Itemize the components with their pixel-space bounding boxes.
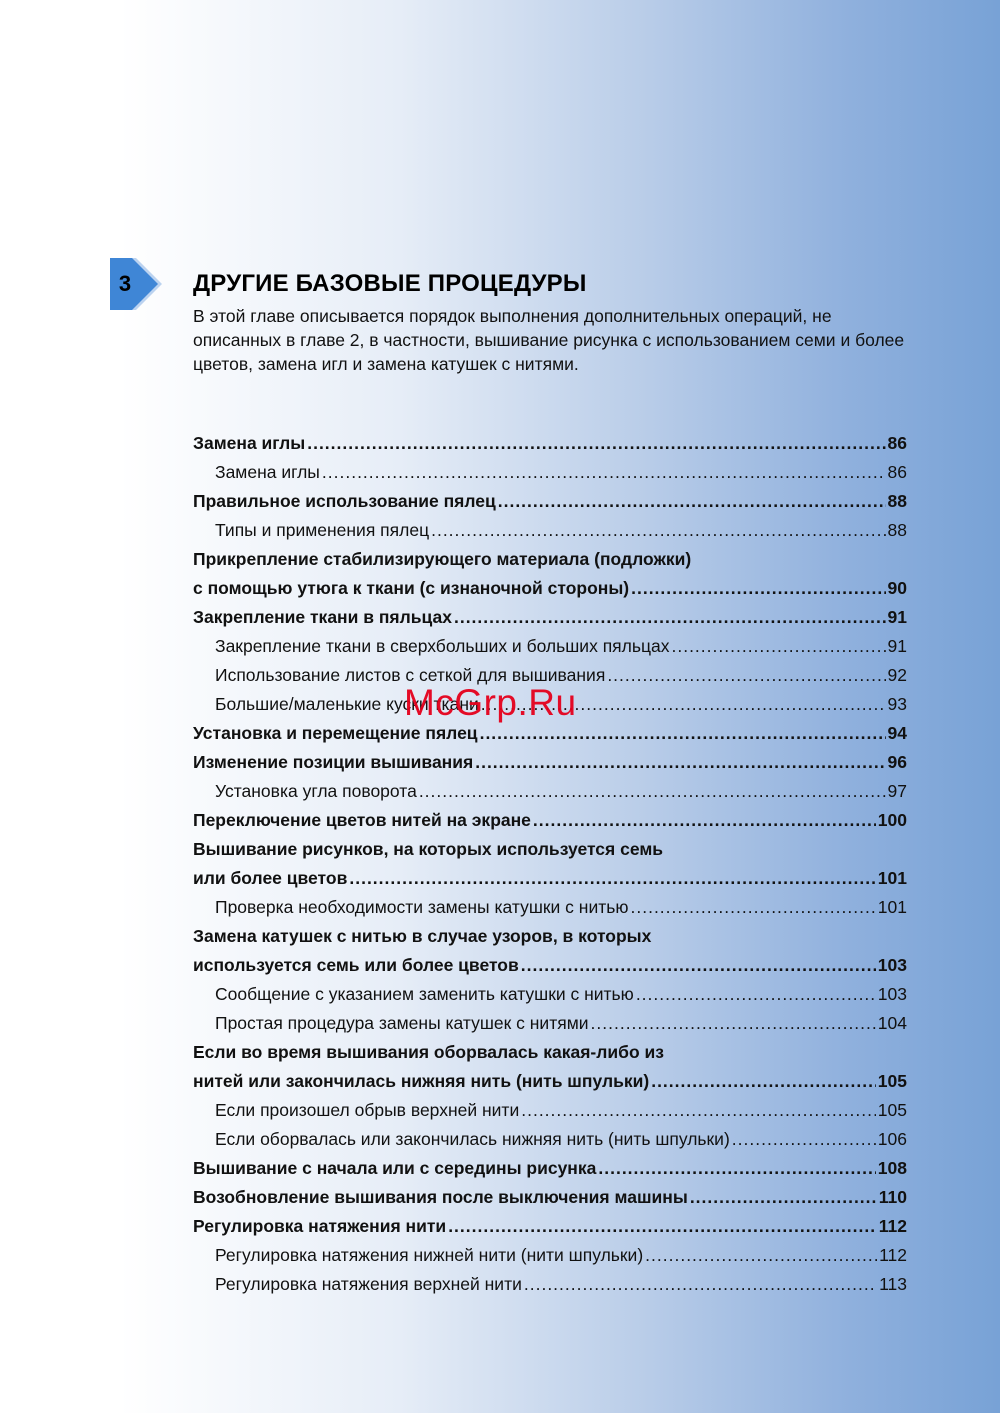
toc-entry-label: Регулировка натяжения нити [193, 1216, 447, 1236]
toc-leader-dots [651, 1067, 876, 1096]
toc-entry-label: Вышивание рисунков, на которых используется семь [193, 839, 664, 859]
toc-entry[interactable] [193, 922, 907, 951]
watermark: McGrp.Ru [404, 682, 577, 723]
toc-entry-label: Вышивание с начала или с середины рисунка [193, 1158, 597, 1178]
toc-entry-page: 100 [877, 810, 907, 830]
toc-entry-label: Установка угла поворота [215, 781, 417, 801]
toc-entry-page: 93 [887, 694, 907, 714]
toc-entry-page: 92 [887, 665, 907, 685]
toc-entry-page: 88 [887, 520, 907, 540]
toc-entry-page: 113 [879, 1274, 907, 1294]
toc-entry-page: 112 [878, 1216, 907, 1236]
toc-leader-dots [732, 1125, 876, 1154]
toc-entry-label: или более цветов [193, 868, 348, 888]
toc-entry-label: Использование листов с сеткой для вышивания [215, 665, 606, 685]
toc-entry-label: Установка и перемещение пялец [193, 723, 478, 743]
toc-entry-page: 101 [877, 897, 907, 917]
toc-entry-label: Большие/маленькие куски ткани [215, 694, 479, 714]
toc-entry[interactable] [193, 603, 907, 632]
toc-leader-dots [322, 458, 886, 487]
chapter-intro: В этой главе описывается порядок выполнения дополнительных операций, не описанных в главе 2, в частности, вышивание рисунка с использованием семи и более цветов, замена игл и замена катушек с нитями. [193, 306, 905, 374]
toc-entry-page: 105 [877, 1100, 907, 1120]
toc-entry[interactable] [193, 516, 907, 545]
toc-entry-page: 101 [877, 868, 907, 888]
toc-entry-label: Возобновление вышивания после выключения машины [193, 1187, 688, 1207]
toc-entry[interactable] [193, 458, 907, 487]
toc-leader-dots [631, 574, 885, 603]
toc-leader-dots [454, 603, 886, 632]
toc-entry[interactable] [193, 1038, 907, 1067]
toc-leader-dots [636, 980, 876, 1009]
chapter-title: ДРУГИЕ БАЗОВЫЕ ПРОЦЕДУРЫ [193, 270, 587, 297]
toc-entry[interactable] [193, 835, 907, 864]
toc-entry-page: 110 [878, 1187, 907, 1207]
toc-entry-label: Сообщение с указанием заменить катушки с нитью [215, 984, 634, 1004]
toc-entry-label: Переключение цветов нитей на экране [193, 810, 531, 830]
toc-entry-page: 86 [887, 433, 907, 453]
toc-entry[interactable] [193, 1241, 907, 1270]
toc-entry-page: 91 [887, 636, 907, 656]
toc-leader-dots [533, 806, 876, 835]
toc-entry-label: Типы и применения пялец [215, 520, 430, 540]
toc-entry-label: Если во время вышивания оборвалась какая-либо из [193, 1042, 664, 1062]
toc-leader-dots [598, 1154, 875, 1183]
toc-leader-dots [591, 1009, 876, 1038]
toc-entry[interactable] [193, 806, 907, 835]
toc-leader-dots [521, 951, 876, 980]
toc-leader-dots [475, 748, 885, 777]
toc-entry-page: 96 [887, 752, 907, 772]
toc-entry[interactable] [193, 777, 907, 806]
toc-entry[interactable] [193, 487, 907, 516]
toc-leader-dots [631, 893, 876, 922]
toc-entry[interactable] [193, 748, 907, 777]
toc-entry-label: Изменение позиции вышивания [193, 752, 474, 772]
toc-entry-label: нитей или закончилась нижняя нить (нить шпульки) [193, 1071, 650, 1091]
toc-entry[interactable] [193, 1096, 907, 1125]
toc-leader-dots [524, 1270, 877, 1299]
toc-leader-dots [690, 1183, 877, 1212]
toc-entry-page: 97 [887, 781, 907, 801]
toc-entry-label: Правильное использование пялец [193, 491, 496, 511]
toc-entry-label: Регулировка натяжения нижней нити (нити шпульки) [215, 1245, 644, 1265]
toc-entry[interactable] [193, 1212, 907, 1241]
toc-entry[interactable] [193, 1067, 907, 1096]
toc-entry-label: Простая процедура замены катушек с нитями [215, 1013, 589, 1033]
toc-entry-page: 86 [887, 462, 907, 482]
toc-entry-page: 108 [877, 1158, 907, 1178]
toc-entry[interactable] [193, 1183, 907, 1212]
table-of-contents [193, 429, 907, 1299]
toc-leader-dots [671, 632, 885, 661]
toc-entry-label: Регулировка натяжения верхней нити [215, 1274, 522, 1294]
toc-leader-dots [307, 429, 885, 458]
toc-entry[interactable] [193, 1154, 907, 1183]
toc-entry[interactable] [193, 893, 907, 922]
toc-entry[interactable] [193, 429, 907, 458]
toc-entry[interactable] [193, 574, 907, 603]
toc-entry[interactable] [193, 951, 907, 980]
toc-entry[interactable] [193, 545, 907, 574]
toc-entry-page: 104 [877, 1013, 907, 1033]
toc-leader-dots [607, 661, 885, 690]
toc-entry[interactable] [193, 1270, 907, 1299]
toc-entry-page: 103 [877, 984, 907, 1004]
toc-entry-label: Закрепление ткани в сверхбольших и больших пяльцах [215, 636, 670, 656]
toc-entry-label: Замена катушек с нитью в случае узоров, в которых [193, 926, 652, 946]
toc-leader-dots [431, 516, 885, 545]
toc-entry[interactable] [193, 864, 907, 893]
toc-leader-dots [521, 1096, 876, 1125]
toc-entry-page: 90 [887, 578, 907, 598]
toc-entry-label: Если оборвалась или закончилась нижняя нить (нить шпульки) [215, 1129, 730, 1149]
toc-leader-dots [498, 487, 886, 516]
toc-entry[interactable] [193, 632, 907, 661]
toc-leader-dots [419, 777, 886, 806]
toc-entry-label: Проверка необходимости замены катушки с нитью [215, 897, 629, 917]
toc-entry-page: 112 [879, 1245, 907, 1265]
toc-entry-page: 94 [887, 723, 907, 743]
toc-leader-dots [645, 1241, 877, 1270]
toc-entry-page: 105 [877, 1071, 907, 1091]
toc-entry[interactable] [193, 980, 907, 1009]
chapter-number: 3 [118, 271, 132, 296]
toc-entry-label: Если произошел обрыв верхней нити [215, 1100, 520, 1120]
toc-entry-label: Замена иглы [215, 462, 320, 482]
toc-entry-page: 103 [877, 955, 907, 975]
toc-entry-page: 91 [887, 607, 907, 627]
toc-entry-label: Прикрепление стабилизирующего материала (подложки) [193, 549, 692, 569]
toc-entry[interactable] [193, 1125, 907, 1154]
toc-entry[interactable] [193, 1009, 907, 1038]
toc-leader-dots [448, 1212, 877, 1241]
toc-entry-page: 106 [877, 1129, 907, 1149]
toc-entry-label: Замена иглы [193, 433, 306, 453]
toc-entry-label: Закрепление ткани в пяльцах [193, 607, 452, 627]
toc-entry-page: 88 [887, 491, 907, 511]
toc-entry-label: с помощью утюга к ткани (с изнаночной стороны) [193, 578, 630, 598]
toc-entry-label: используется семь или более цветов [193, 955, 519, 975]
toc-leader-dots [349, 864, 875, 893]
